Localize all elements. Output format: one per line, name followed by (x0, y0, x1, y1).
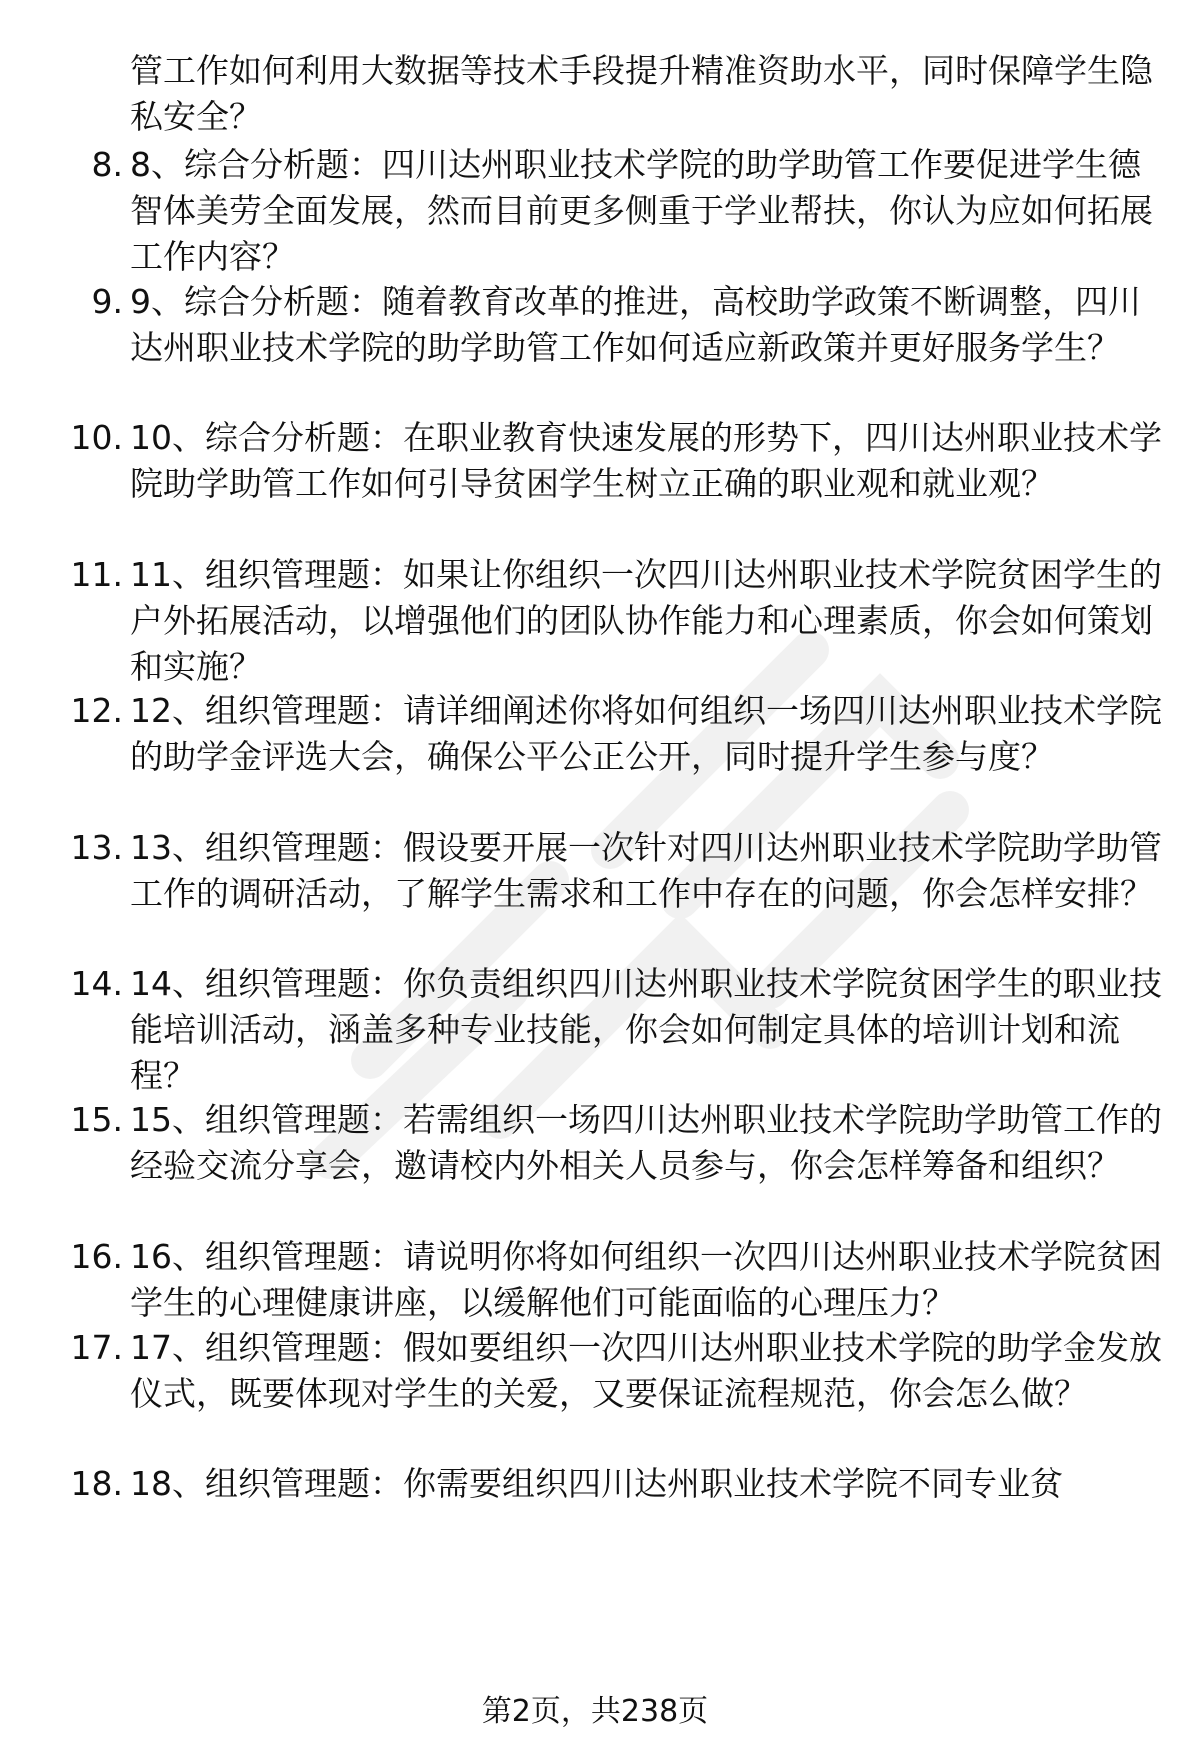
list-number: 11. (70, 555, 123, 594)
question-text: 14、组织管理题：你负责组织四川达州职业技术学院贫困学生的职业技能培训活动，涵盖多种专业技能，你会如何制定具体的培训计划和流程？ (130, 964, 1162, 1095)
question-text: 13、组织管理题：假设要开展一次针对四川达州职业技术学院助学助管工作的调研活动，了解学生需求和工作中存在的问题，你会怎样安排？ (130, 828, 1162, 913)
question-text: 16、组织管理题：请说明你将如何组织一次四川达州职业技术学院贫困学生的心理健康讲座，以缓解他们可能面临的心理压力？ (130, 1237, 1162, 1322)
continuation-text: 管工作如何利用大数据等技术手段提升精准资助水平，同时保障学生隐私安全？ (130, 51, 1153, 136)
question-text: 11、组织管理题：如果让你组织一次四川达州职业技术学院贫困学生的户外拓展活动，以增强他们的团队协作能力和心理素质，你会如何策划和实施？ (130, 555, 1162, 686)
list-number: 10. (70, 418, 123, 457)
question-text: 18、组织管理题：你需要组织四川达州职业技术学院不同专业贫 (130, 1464, 1063, 1503)
list-number: 15. (70, 1100, 123, 1139)
question-text: 8、综合分析题：四川达州职业技术学院的助学助管工作要促进学生德智体美劳全面发展，然而目前更多侧重于学业帮扶，你认为应如何拓展工作内容？ (130, 145, 1153, 276)
list-number: 9. (91, 282, 123, 321)
list-number: 18. (70, 1464, 123, 1503)
question-text: 15、组织管理题：若需组织一场四川达州职业技术学院助学助管工作的经验交流分享会，邀请校内外相关人员参与，你会怎样筹备和组织？ (130, 1100, 1162, 1185)
question-text: 17、组织管理题：假如要组织一次四川达州职业技术学院的助学金发放仪式，既要体现对学生的关爱，又要保证流程规范，你会怎么做？ (130, 1328, 1162, 1413)
list-number: 17. (70, 1328, 123, 1367)
list-number: 13. (70, 828, 123, 867)
question-text: 9、综合分析题：随着教育改革的推进，高校助学政策不断调整，四川达州职业技术学院的助学助管工作如何适应新政策并更好服务学生？ (130, 282, 1141, 367)
list-number: 8. (91, 145, 123, 184)
list-number: 16. (70, 1237, 123, 1276)
list-number: 12. (70, 691, 123, 730)
question-text: 10、综合分析题：在职业教育快速发展的形势下，四川达州职业技术学院助学助管工作如何引导贫困学生树立正确的职业观和就业观？ (130, 418, 1162, 503)
question-text: 12、组织管理题：请详细阐述你将如何组织一场四川达州职业技术学院的助学金评选大会，确保公平公正公开，同时提升学生参与度？ (130, 691, 1162, 776)
list-number: 14. (70, 964, 123, 1003)
page-footer: 第2页，共238页 (481, 1694, 709, 1729)
